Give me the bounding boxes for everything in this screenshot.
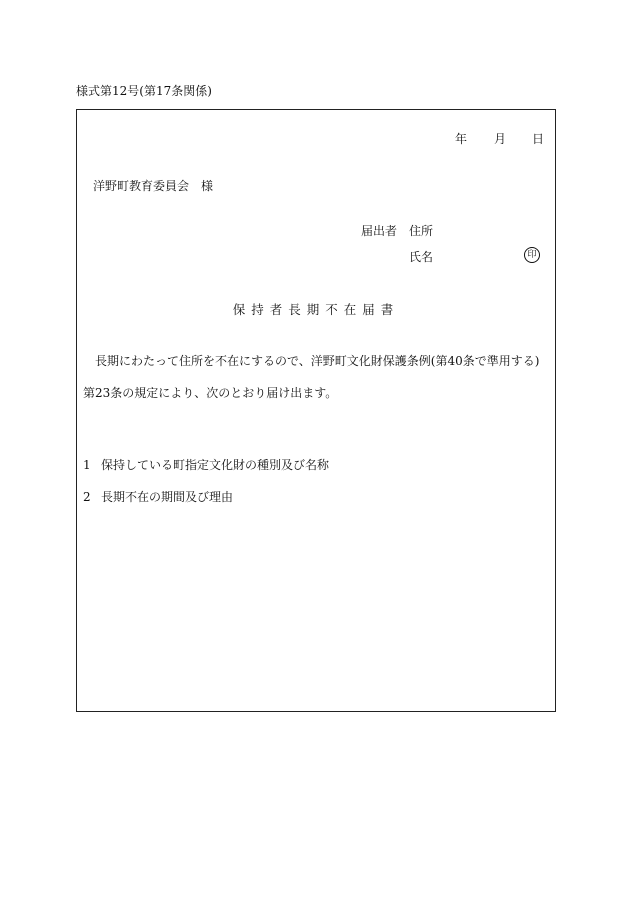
body-paragraph: 長期にわたって住所を不在にするので、洋野町文化財保護条例(第40条で準用する)第23条の規定により、次のとおり届け出ます。 bbox=[83, 354, 540, 400]
date-day-label: 日 bbox=[532, 132, 545, 146]
form-number-label: 様式第12号(第17条関係) bbox=[76, 84, 212, 98]
addressee-honorific: 様 bbox=[201, 179, 214, 193]
item-text: 長期不在の期間及び理由 bbox=[101, 490, 234, 504]
item-text: 保持している町指定文化財の種別及び名称 bbox=[101, 458, 330, 472]
date-line bbox=[455, 130, 545, 146]
list-item bbox=[83, 488, 233, 505]
date-month-label: 月 bbox=[494, 132, 507, 146]
date-year-label: 年 bbox=[455, 132, 468, 146]
item-number: 1 bbox=[83, 458, 91, 472]
addressee-name: 洋野町教育委員会 bbox=[93, 179, 190, 193]
list-item bbox=[83, 456, 329, 473]
address-label: 住所 bbox=[409, 224, 434, 238]
form-frame bbox=[76, 109, 556, 712]
notifier-label: 届出者 bbox=[361, 224, 398, 238]
notifier-block bbox=[361, 222, 551, 262]
seal-mark: 印 bbox=[524, 247, 540, 263]
item-number: 2 bbox=[83, 490, 91, 504]
addressee bbox=[93, 177, 213, 194]
document-title: 保持者長期不在届書 bbox=[232, 302, 400, 317]
name-label: 氏名 bbox=[409, 250, 434, 264]
